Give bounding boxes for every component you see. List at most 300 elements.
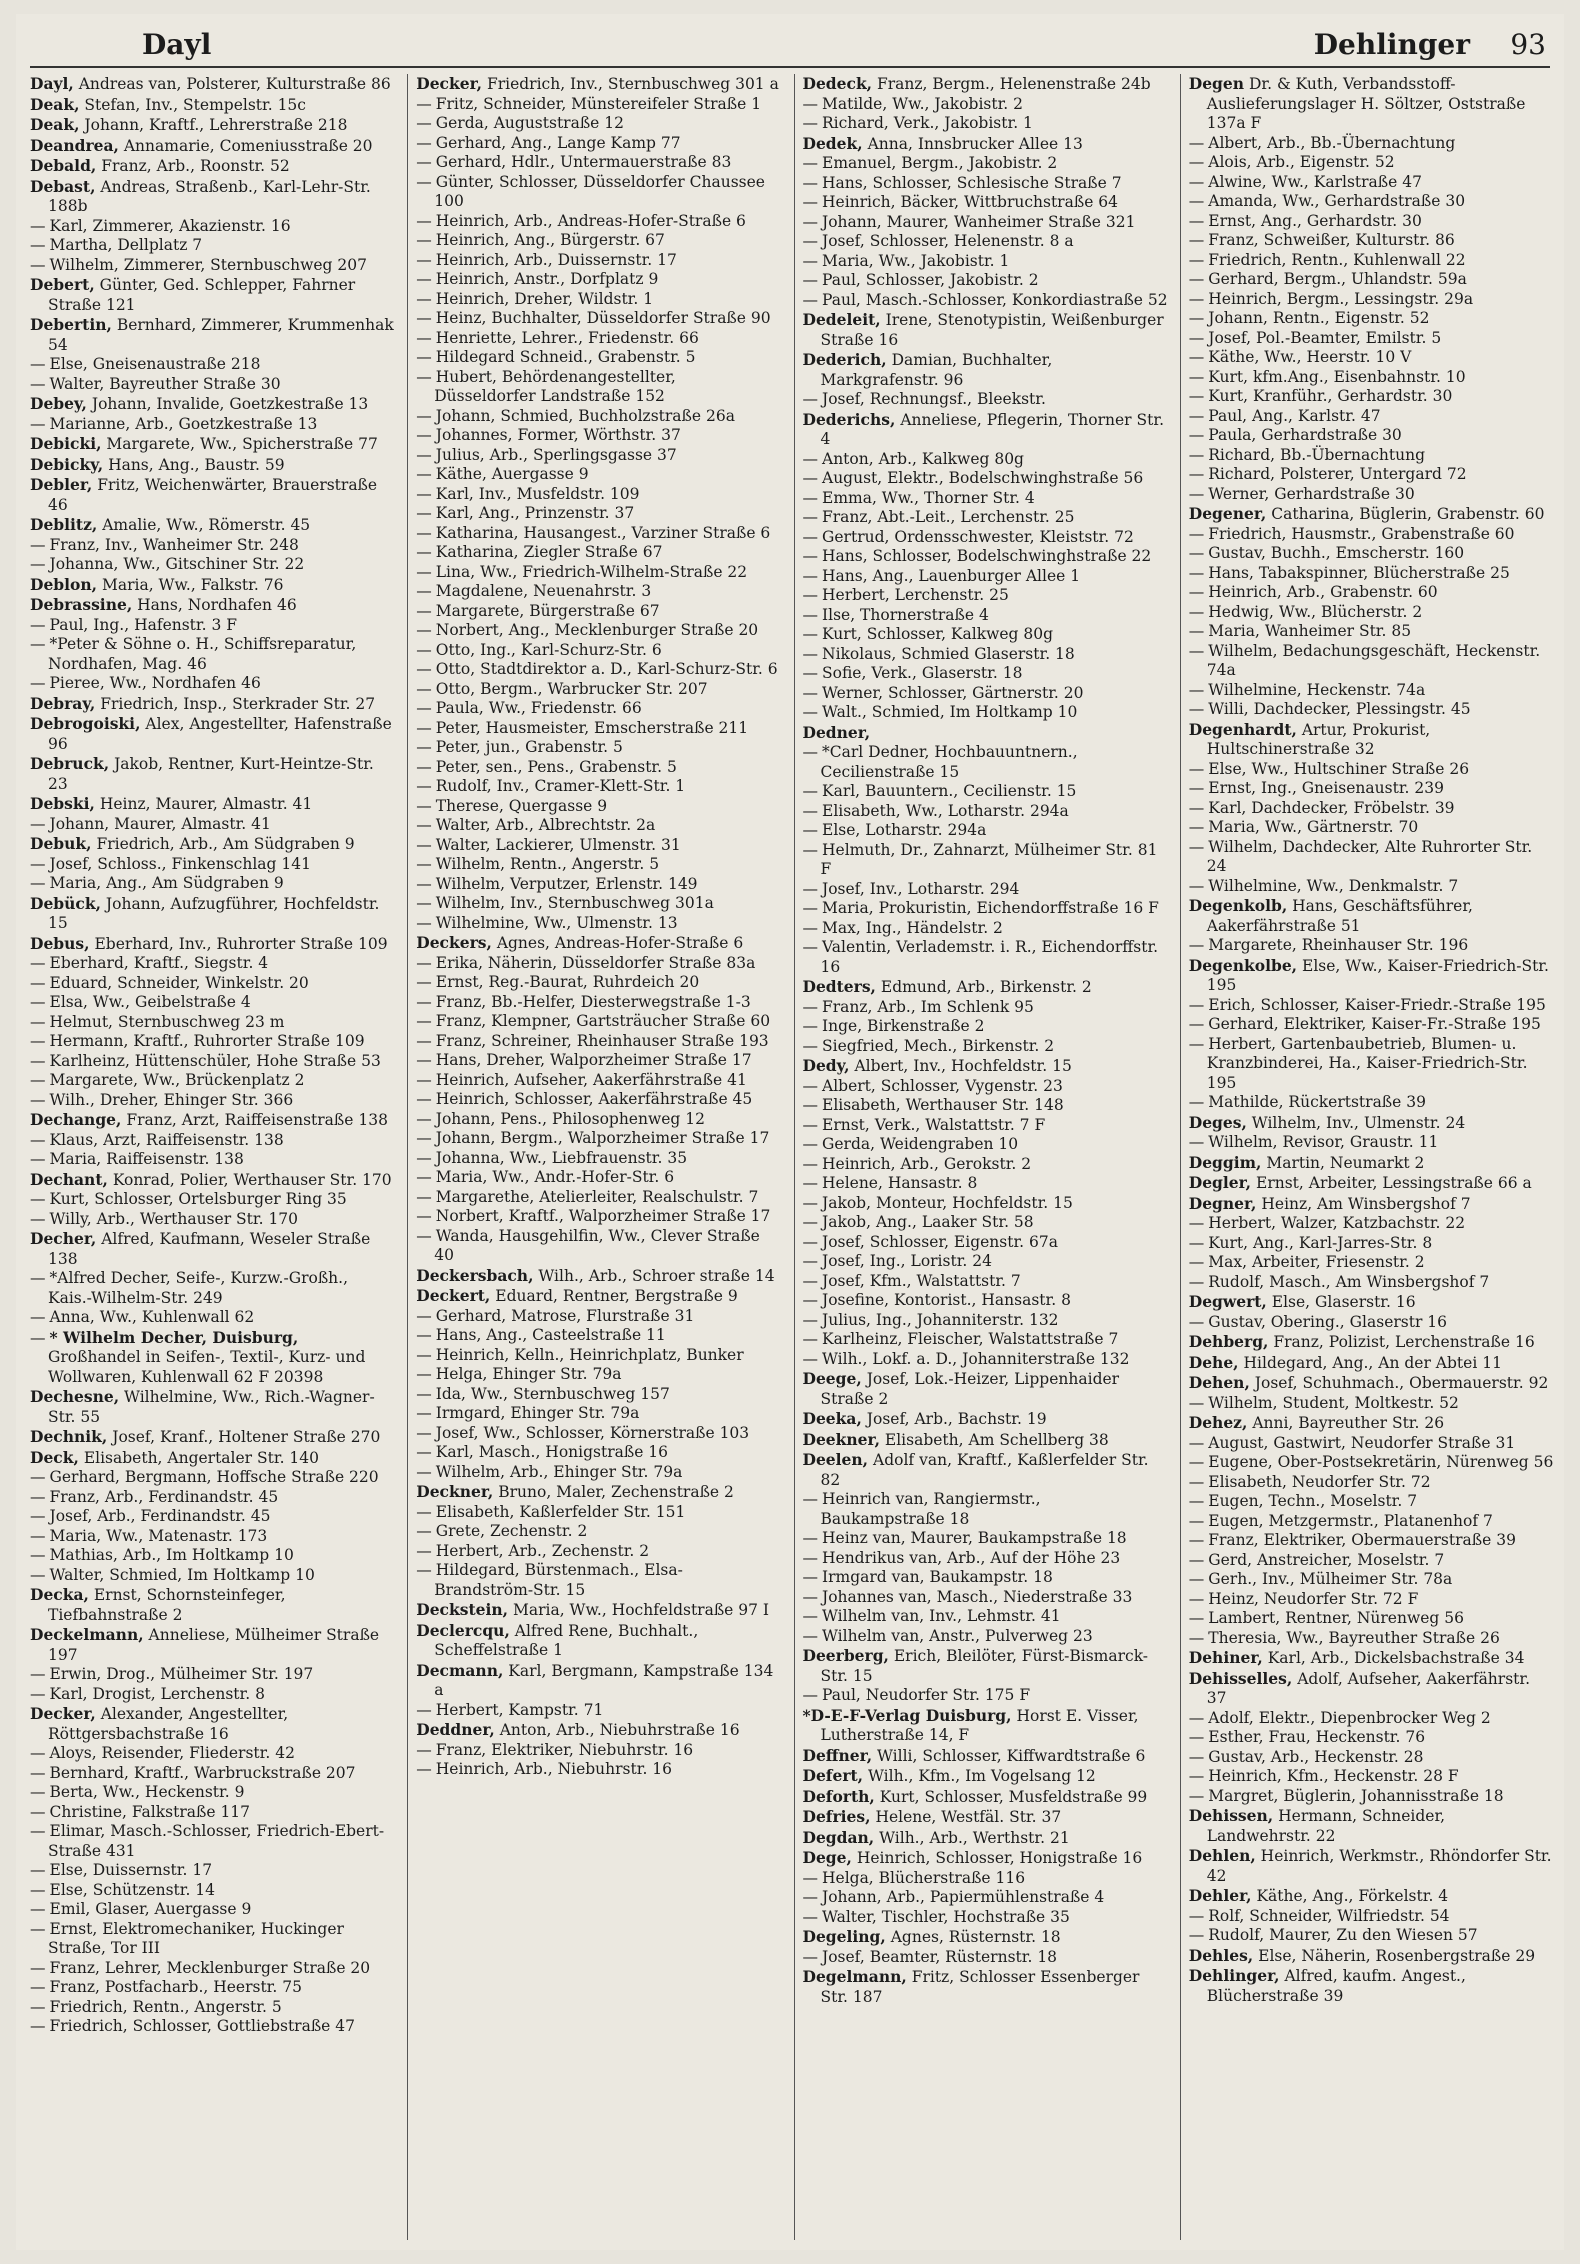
directory-entry (416, 954, 781, 974)
directory-entry (30, 1566, 395, 1586)
repeat-dash: — (1188, 1708, 1205, 1727)
directory-entry (416, 74, 781, 95)
repeat-dash: — (30, 1744, 46, 1762)
directory-entry (1189, 1113, 1554, 1134)
repeat-dash: — (416, 270, 432, 288)
directory-entry (1189, 251, 1554, 271)
entry-details: Maria, Prokuristin, Eichendorffstraße 16 F (822, 899, 1159, 917)
directory-entry (416, 602, 781, 622)
directory-entry (30, 1269, 395, 1308)
directory-entry (30, 375, 395, 395)
entry-surname: Defries, (802, 1807, 871, 1826)
directory-entry (803, 1948, 1168, 1968)
repeat-dash: — (802, 1252, 818, 1270)
entry-details: Friedrich, Rentn., Angerstr. 5 (49, 1997, 282, 2016)
entry-details: Franz, Arb., Roonstr. 52 (96, 157, 290, 175)
directory-entry (416, 1404, 781, 1424)
repeat-dash: — (416, 738, 432, 756)
repeat-dash: — (416, 1443, 432, 1461)
entry-details: Friedrich, Schlosser, Gottliebstraße 47 (49, 2017, 356, 2035)
entry-details: Josef, Inv., Lotharstr. 294 (822, 879, 1020, 898)
directory-entry (416, 582, 781, 602)
repeat-dash: — (30, 1880, 46, 1899)
entry-details: Jakob, Rentner, Kurt-Heintze-Str. 23 (48, 755, 374, 793)
repeat-dash: — (802, 1947, 818, 1966)
repeat-dash: — (1188, 1926, 1205, 1944)
directory-entry (416, 1701, 781, 1721)
repeat-dash: — (30, 1130, 46, 1149)
directory-entry (1189, 387, 1554, 407)
directory-entry (416, 290, 781, 310)
entry-details: Agnes, Rüsternstr. 18 (885, 1928, 1061, 1946)
directory-entry (416, 485, 781, 505)
repeat-dash: — (1188, 367, 1205, 386)
directory-entry (1189, 622, 1554, 642)
entry-details: Maria, Ww., Falkstr. 76 (97, 575, 284, 594)
repeat-dash: — (30, 555, 46, 573)
repeat-dash: — (1188, 328, 1205, 347)
entry-details: Wilhelm, Inv., Sternbuschweg 301a (435, 894, 714, 912)
page-number: 93 (1510, 28, 1546, 61)
entry-details: Helene, Westfäl. Str. 37 (870, 1808, 1062, 1826)
directory-entry (416, 1346, 781, 1366)
repeat-dash: — (1188, 602, 1205, 621)
entry-details: Wilhelm, Dachdecker, Alte Ruhrorter Str. 24 (1206, 837, 1533, 875)
entry-details: Paul, Neudorfer Str. 175 F (822, 1686, 1031, 1704)
entry-details: Johannes van, Masch., Niederstraße 33 (822, 1587, 1133, 1606)
directory-entry (416, 1482, 781, 1503)
directory-entry (30, 1229, 395, 1269)
directory-entry (803, 1568, 1168, 1588)
repeat-dash: — (416, 1502, 432, 1521)
directory-entry (1189, 1413, 1554, 1434)
directory-entry (30, 616, 395, 636)
repeat-dash: — (802, 1076, 818, 1095)
directory-entry (803, 1350, 1168, 1370)
repeat-dash: — (416, 601, 432, 620)
directory-entry (803, 114, 1168, 134)
directory-entry (30, 256, 395, 276)
repeat-dash: — (802, 1017, 818, 1035)
directory-entry (416, 1621, 781, 1661)
entry-details: Walter, Tischler, Hochstraße 35 (822, 1907, 1070, 1926)
entry-details: Erwin, Drog., Mülheimer Str. 197 (49, 1665, 314, 1683)
entry-details: Eugen, Metzgermstr., Platanenhof 7 (1208, 1511, 1493, 1530)
entry-details: Paul, Masch.-Schlosser, Konkordiastraße 52 (822, 290, 1168, 309)
directory-entry (803, 1155, 1168, 1175)
repeat-dash: — (802, 664, 818, 682)
directory-entry (30, 515, 395, 536)
entry-surname: Dege, (802, 1848, 852, 1867)
entry-details: Franz, Polizist, Lerchenstraße 16 (1268, 1333, 1535, 1351)
directory-entry (1189, 1846, 1554, 1886)
repeat-dash: — (30, 1565, 46, 1584)
entry-details: Therese, Quergasse 9 (435, 796, 608, 815)
entry-details: Josef, Ing., Loristr. 24 (822, 1252, 992, 1270)
entry-details: Fritz, Schneider, Münstereifeler Straße 1 (435, 94, 762, 113)
directory-entry (803, 193, 1168, 213)
directory-entry (30, 595, 395, 616)
entry-details: Hans, Geschäftsführer, Aakerfährstraße 51 (1206, 897, 1473, 935)
entry-surname: Degen (1188, 74, 1245, 93)
directory-entry (1189, 877, 1554, 897)
directory-entry (416, 1741, 781, 1761)
entry-details: Wilh., Arb., Werthstr. 21 (874, 1828, 1070, 1847)
directory-entry (1189, 1035, 1554, 1094)
repeat-dash: — (30, 1487, 46, 1506)
header-first-name: Dayl (142, 28, 212, 61)
repeat-dash: — (416, 211, 432, 230)
entry-surname: Decmann, (416, 1660, 504, 1680)
entry-details: Elisabeth, Am Schellberg 38 (879, 1430, 1109, 1449)
directory-entry (803, 1450, 1168, 1490)
repeat-dash: — (416, 796, 432, 815)
entry-surname: Degeling, (802, 1927, 886, 1946)
entry-details: Franz, Lehrer, Mecklenburger Straße 20 (49, 1958, 371, 1977)
entry-details: Walter, Arb., Albrechtstr. 2a (435, 816, 656, 834)
directory-entry (803, 1706, 1168, 1746)
entry-details: Wilhelmine, Ww., Rich.-Wagner-Str. 55 (48, 1388, 375, 1426)
directory-entry (803, 723, 1168, 744)
directory-entry (803, 154, 1168, 174)
directory-entry (30, 1507, 395, 1527)
entry-surname: Decker, (416, 74, 483, 93)
entry-details: Franz, Elektriker, Obermauerstraße 39 (1208, 1531, 1516, 1549)
repeat-dash: — (416, 894, 432, 912)
header-last-name: Dehlinger (1313, 28, 1470, 61)
directory-entry (416, 1051, 781, 1071)
repeat-dash: — (416, 1365, 432, 1383)
entry-details: Alexander, Angestellter, Röttgersbachstraße 16 (48, 1705, 289, 1743)
directory-entry (1189, 1394, 1554, 1414)
repeat-dash: — (30, 1071, 46, 1089)
repeat-dash: — (30, 1012, 46, 1031)
entry-details: Maria, Raiffeisenstr. 138 (49, 1150, 244, 1168)
directory-entry (30, 1803, 395, 1823)
entry-details: Heinrich, Kelln., Heinrichplatz, Bunker (435, 1345, 744, 1364)
entry-surname: Decher, (30, 1229, 97, 1248)
entry-details: Karl, Bergmann, Kampstraße 134 a (434, 1661, 774, 1699)
directory-entry (803, 291, 1168, 311)
repeat-dash: — (416, 855, 432, 873)
directory-entry (30, 1308, 395, 1328)
entry-details: Anton, Arb., Niebuhrstraße 16 (494, 1721, 740, 1739)
directory-entry (30, 156, 395, 177)
entry-details: Heinz, Buchhalter, Düsseldorfer Straße 90 (435, 309, 771, 327)
repeat-dash: — (1188, 876, 1205, 895)
repeat-dash: — (1188, 348, 1205, 366)
directory-entry (416, 777, 781, 797)
entry-details: Gustav, Arb., Heckenstr. 28 (1208, 1747, 1424, 1766)
directory-entry (30, 1448, 395, 1469)
entry-details: Eduard, Rentner, Bergstraße 9 (490, 1287, 738, 1305)
directory-entry (803, 1588, 1168, 1608)
repeat-dash: — (802, 508, 818, 526)
repeat-dash: — (802, 1568, 818, 1586)
entry-details: Aloys, Reisender, Fliederstr. 42 (49, 1744, 295, 1762)
repeat-dash: — (802, 997, 818, 1016)
entry-surname: Debruck, (30, 754, 110, 773)
repeat-dash: — (416, 816, 432, 834)
directory-entry (416, 426, 781, 446)
repeat-dash: — (802, 1607, 818, 1625)
directory-entry (803, 1369, 1168, 1409)
entry-surname: Debuk, (30, 834, 92, 853)
entry-details: Alois, Arb., Eigenstr. 52 (1208, 153, 1395, 171)
entry-details: Peter, sen., Pens., Grabenstr. 5 (435, 757, 677, 776)
entry-details: Ernst, Verk., Walstattstr. 7 F (822, 1115, 1046, 1134)
directory-entry (416, 641, 781, 661)
entry-details: Andreas van, Polsterer, Kulturstraße 86 (73, 75, 391, 93)
directory-entry (30, 555, 395, 575)
entry-details: Heinrich, Anstr., Dorfplatz 9 (435, 270, 659, 288)
directory-entry (1189, 1234, 1554, 1254)
entry-details: Klaus, Arzt, Raiffeisenstr. 138 (49, 1130, 284, 1149)
entry-surname: Dechange, (30, 1110, 122, 1129)
directory-entry (30, 455, 395, 476)
directory-entry (1189, 1787, 1554, 1807)
repeat-dash: — (1188, 759, 1205, 778)
entry-details: Ernst, Ang., Gerhardstr. 30 (1208, 211, 1422, 230)
repeat-dash: — (30, 954, 46, 972)
repeat-dash: — (802, 801, 818, 820)
repeat-dash: — (416, 1306, 432, 1325)
directory-entry (416, 1443, 781, 1463)
repeat-dash: — (802, 1036, 818, 1055)
entry-details: Martin, Neumarkt 2 (1261, 1153, 1425, 1172)
directory-entry (416, 816, 781, 836)
repeat-dash: — (1188, 1272, 1205, 1291)
repeat-dash: — (416, 640, 432, 659)
directory-entry (1189, 779, 1554, 799)
entry-details: Heinz, Maurer, Almastr. 41 (94, 795, 313, 813)
repeat-dash: — (1188, 133, 1205, 152)
repeat-dash: — (802, 1154, 818, 1173)
directory-entry (30, 536, 395, 556)
directory-entry (30, 1920, 395, 1959)
repeat-dash: — (416, 777, 432, 795)
repeat-dash: — (802, 173, 818, 192)
entry-details: Emma, Ww., Thorner Str. 4 (822, 488, 1035, 507)
repeat-dash: — (30, 1308, 46, 1326)
directory-entry (1189, 1373, 1554, 1394)
entry-surname: Debey, (30, 394, 87, 413)
repeat-dash: — (1188, 1015, 1205, 1033)
directory-entry (416, 134, 781, 154)
directory-entry (803, 586, 1168, 606)
directory-entry (1189, 1926, 1554, 1946)
directory-entry (1189, 996, 1554, 1016)
entry-details: Wilhelm, Student, Moltkestr. 52 (1208, 1393, 1459, 1412)
entry-details: Gustav, Obering., Glaserstr 16 (1208, 1312, 1448, 1331)
entry-details: Heinrich, Kfm., Heckenstr. 28 F (1208, 1767, 1459, 1785)
directory-entry (30, 236, 395, 256)
directory-entry (803, 1549, 1168, 1569)
entry-details: Else, Näherin, Rosenbergstraße 29 (1253, 1946, 1536, 1965)
entry-surname: Dederich, (802, 350, 887, 369)
directory-entry (416, 1522, 781, 1542)
directory-entry (803, 1888, 1168, 1908)
page-header (30, 22, 1550, 68)
repeat-dash: — (1188, 544, 1205, 562)
directory-entry (803, 998, 1168, 1018)
entry-surname: Declercqu, (416, 1620, 510, 1640)
directory-entry (803, 1174, 1168, 1194)
repeat-dash: — (30, 973, 46, 992)
directory-entry (30, 794, 395, 815)
directory-entry (30, 694, 395, 715)
entry-details: Wilhelm, Rentn., Angerstr. 5 (435, 855, 660, 873)
directory-entry (803, 938, 1168, 977)
directory-entry (30, 1488, 395, 1508)
entry-details: Josef, Rechnungsf., Bleekstr. (822, 390, 1046, 408)
repeat-dash: — (1188, 1628, 1205, 1647)
repeat-dash: — (416, 1012, 432, 1030)
entry-details: Johann, Maurer, Wanheimer Straße 321 (822, 212, 1136, 231)
repeat-dash: — (416, 1740, 432, 1759)
directory-entry (1189, 1512, 1554, 1532)
repeat-dash: — (802, 488, 818, 507)
entry-details: Elisabeth, Kaßlerfelder Str. 151 (435, 1502, 686, 1521)
entry-details: Marianne, Arb., Goetzkestraße 13 (49, 414, 318, 433)
entry-details: Albert, Schlosser, Vygenstr. 23 (822, 1076, 1063, 1095)
entry-details: Johann, Schmied, Buchholzstraße 26a (435, 406, 735, 425)
repeat-dash: — (1188, 1786, 1205, 1805)
entry-surname: Dayl, (30, 74, 74, 93)
entry-details: Grete, Zechenstr. 2 (435, 1522, 588, 1540)
directory-entry (1189, 1728, 1554, 1748)
entry-surname: Deeka, (802, 1409, 862, 1428)
directory-entry (416, 1760, 781, 1780)
entry-details: Annamarie, Comeniusstraße 20 (118, 136, 373, 155)
entry-details: Karl, Bauuntern., Cecilienstr. 15 (822, 782, 1077, 800)
repeat-dash: — (1188, 1233, 1205, 1252)
repeat-dash: — (802, 271, 818, 289)
repeat-dash: — (1188, 250, 1205, 269)
entry-details: Wilhelm van, Anstr., Pulverweg 23 (822, 1626, 1093, 1645)
directory-entry (1189, 1531, 1554, 1551)
entry-details: Karlheinz, Fleischer, Walstattstraße 7 (822, 1330, 1119, 1348)
repeat-dash: — (1188, 1472, 1205, 1491)
entry-details: Franz, Bb.-Helfer, Diesterwegstraße 1-3 (435, 992, 751, 1011)
directory-entry (30, 95, 395, 116)
entry-details: Anna, Innsbrucker Allee 13 (862, 134, 1083, 153)
directory-entry (1189, 231, 1554, 251)
directory-entry (30, 1546, 395, 1566)
directory-entry (30, 1822, 395, 1861)
repeat-dash: — (416, 1226, 432, 1245)
repeat-dash: — (30, 355, 46, 373)
directory-entry (416, 1365, 781, 1385)
directory-entry (1189, 1153, 1554, 1174)
directory-entry (1189, 212, 1554, 232)
directory-entry (803, 410, 1168, 450)
directory-entry (1189, 1570, 1554, 1590)
entry-surname: Debray, (30, 693, 96, 713)
entry-details: Willy, Arb., Werthauser Str. 170 (49, 1209, 299, 1228)
repeat-dash: — (802, 605, 818, 624)
directory-entry (416, 543, 781, 563)
directory-entry (416, 1110, 781, 1130)
entry-details: Johann, Arb., Papiermühlenstraße 4 (822, 1888, 1105, 1906)
entry-details: Johannes, Former, Wörthstr. 37 (435, 426, 681, 444)
entry-details: Paula, Ww., Friedenstr. 66 (435, 699, 642, 717)
directory-entry (1189, 1473, 1554, 1493)
directory-entry (1189, 1015, 1554, 1035)
repeat-dash: — (416, 367, 432, 386)
repeat-dash: — (802, 1548, 818, 1567)
entry-surname: Decker, (30, 1704, 96, 1723)
repeat-dash: — (1188, 153, 1205, 171)
directory-entry (803, 1828, 1168, 1849)
repeat-dash: — (416, 1187, 432, 1206)
entry-details: Alex, Angestellter, Hafenstraße 96 (48, 715, 392, 753)
entry-details: Else, Duissernstr. 17 (49, 1861, 213, 1879)
repeat-dash: — (1188, 641, 1205, 660)
entry-details: Julius, Arb., Sperlingsgasse 37 (435, 445, 677, 464)
entry-details: Peter, Hausmeister, Emscherstraße 211 (435, 718, 749, 737)
repeat-dash: — (30, 1958, 46, 1977)
directory-entry (803, 1330, 1168, 1350)
entry-surname: Dederichs, (802, 409, 896, 429)
repeat-dash: — (802, 1626, 818, 1645)
directory-entry (803, 1272, 1168, 1292)
entry-details: Jakob, Monteur, Hochfeldstr. 15 (822, 1193, 1073, 1212)
entry-details: Friedrich, Insp., Sterkrader Str. 27 (95, 694, 376, 713)
entry-details: Heinrich, Werkmstr., Rhöndorfer Str. 42 (1206, 1847, 1552, 1885)
entry-surname: Degenkolbe, (1188, 955, 1298, 975)
entry-surname: Dehlinger, (1188, 1966, 1280, 1985)
directory-entry (1189, 1806, 1554, 1846)
repeat-dash: — (416, 348, 432, 366)
directory-entry (30, 1881, 395, 1901)
entry-surname: Debert, (30, 275, 95, 294)
repeat-dash: — (1188, 1433, 1205, 1452)
entry-details: Helmut, Sternbuschweg 23 m (49, 1012, 285, 1031)
entry-details: Erich, Bleilöter, Fürst-Bismarck-Str. 15 (820, 1647, 1149, 1685)
directory-entry (1189, 1709, 1554, 1729)
repeat-dash: — (416, 913, 432, 932)
entry-details: Konrad, Polier, Werthauser Str. 170 (107, 1170, 392, 1189)
entry-details: Ernst, Arbeiter, Lessingstraße 66 a (1251, 1174, 1532, 1192)
directory-entry (416, 1012, 781, 1032)
directory-entry (1189, 1966, 1554, 2006)
repeat-dash: — (1188, 680, 1205, 699)
directory-entry (1189, 1886, 1554, 1907)
directory-entry (30, 177, 395, 217)
entry-details: Gertrud, Ordensschwester, Kleiststr. 72 (822, 527, 1134, 546)
entry-details: Maria, Ww., Andr.-Hofer-Str. 6 (435, 1168, 675, 1186)
repeat-dash: — (1188, 426, 1205, 444)
directory-entry (416, 1090, 781, 1110)
directory-entry (1189, 1332, 1554, 1353)
entry-details: Hans, Ang., Casteelstraße 11 (435, 1326, 666, 1344)
entry-details: Herbert, Walzer, Katzbachstr. 22 (1208, 1214, 1466, 1232)
directory-entry (30, 115, 395, 136)
entry-surname: Dehler, (1188, 1886, 1252, 1905)
repeat-dash: — (30, 236, 46, 254)
entry-details: Johann, Maurer, Almastr. 41 (49, 814, 271, 833)
entry-details: Hans, Schlosser, Schlesische Straße 7 (822, 173, 1122, 192)
entry-details: Richard, Polsterer, Untergard 72 (1208, 465, 1467, 483)
repeat-dash: — (1188, 700, 1205, 718)
directory-entry (803, 310, 1168, 350)
entry-details: Edmund, Arb., Birkenstr. 2 (875, 978, 1092, 996)
directory-entry (30, 1959, 395, 1979)
repeat-dash: — (1188, 192, 1205, 210)
entry-details: Franz, Klempner, Gartsträucher Straße 60 (435, 1012, 771, 1030)
repeat-dash: — (1188, 1133, 1205, 1151)
